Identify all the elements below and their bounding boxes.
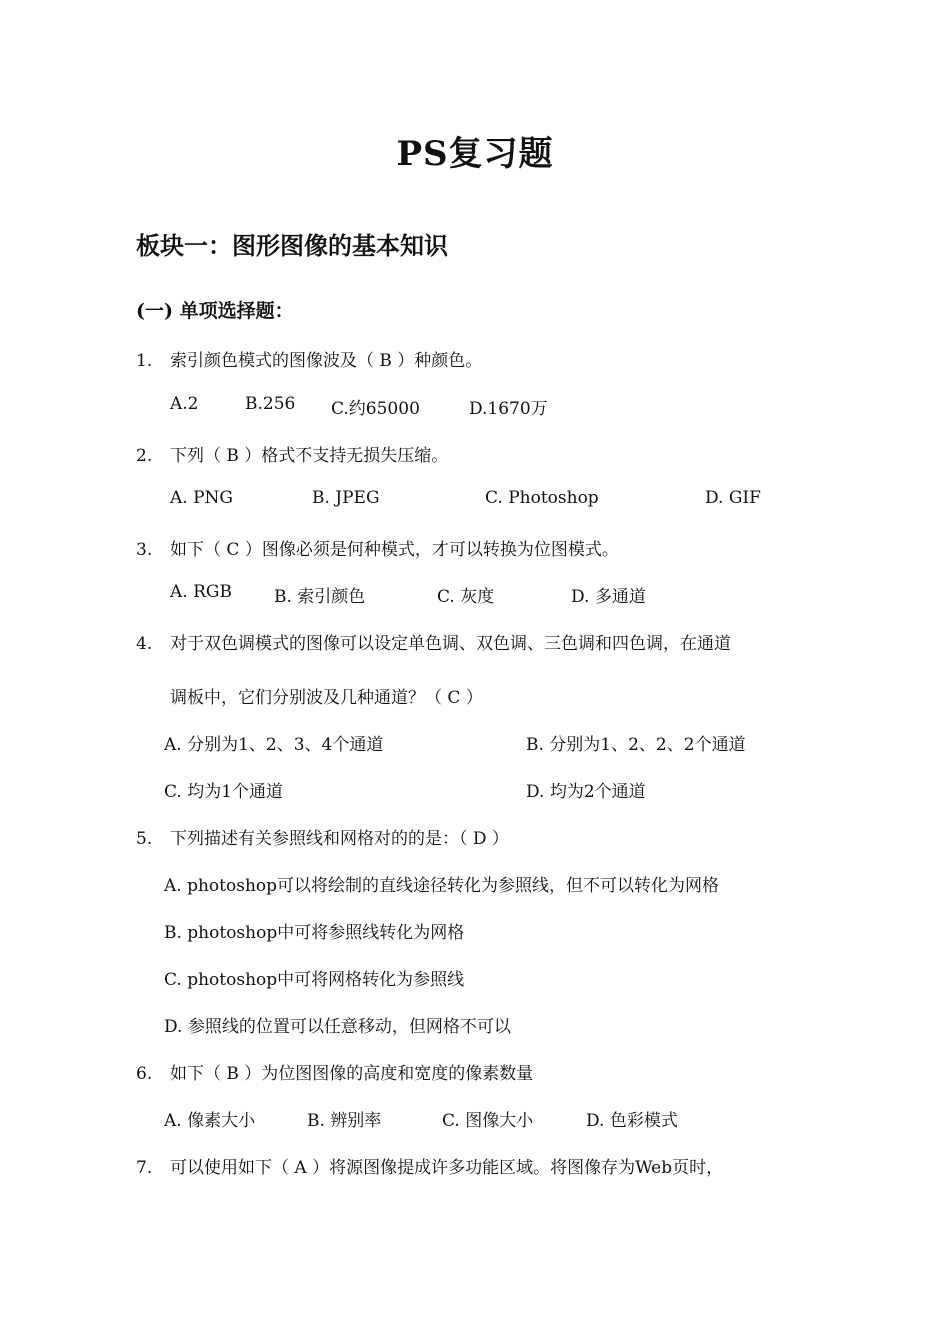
- section-heading: 板块一：图形图像的基本知识: [136, 231, 448, 260]
- question-number: 5.: [136, 829, 153, 849]
- question-text: 如下（ B ）为位图图像的高度和宽度的像素数量: [170, 1064, 534, 1084]
- question-5: [136, 824, 509, 849]
- option-a: A. 像素大小: [164, 1111, 256, 1131]
- option-c: C. 图像大小: [442, 1111, 534, 1131]
- question-text: 可以使用如下（ A ）将源图像提成许多功能区域。将图像存为Web页时，: [170, 1158, 724, 1178]
- document-title: PS复习题: [396, 134, 554, 174]
- option-d: D. 多通道: [571, 587, 646, 607]
- option-d: D. 均为2个通道: [526, 782, 646, 802]
- question-1: [136, 346, 482, 371]
- option-a: A. PNG: [170, 488, 233, 508]
- option-d: D.1670万: [469, 399, 548, 419]
- option-c: C. 均为1个通道: [164, 782, 284, 802]
- question-4: [136, 629, 731, 654]
- question-6: [136, 1059, 533, 1084]
- question-3: [136, 535, 619, 560]
- option-a: A. 分别为1、2、3、4个通道: [164, 735, 384, 755]
- subsection-heading: (一) 单项选择题：: [136, 300, 294, 322]
- question-2: [136, 441, 448, 466]
- question-7: [136, 1153, 723, 1178]
- option-c: C. photoshop中可将网格转化为参照线: [164, 970, 465, 990]
- question-text: 下列（ B ）格式不支持无损失压缩。: [170, 446, 449, 466]
- option-d: D. 参照线的位置可以任意移动，但网格不可以: [164, 1017, 511, 1037]
- option-d: D. 色彩模式: [586, 1111, 678, 1131]
- question-number: 3.: [136, 540, 153, 560]
- question-number: 1.: [136, 351, 153, 371]
- question-text: 下列描述有关参照线和网格对的的是：（ D ）: [170, 829, 509, 849]
- option-b: B. 索引颜色: [274, 587, 366, 607]
- question-text: 对于双色调模式的图像可以设定单色调、双色调、三色调和四色调，在通道: [170, 634, 731, 654]
- option-b: B.256: [245, 394, 296, 414]
- option-c: C. Photoshop: [485, 488, 599, 508]
- option-a: A. photoshop可以将绘制的直线途径转化为参照线，但不可以转化为网格: [164, 876, 720, 896]
- option-c: C.约65000: [331, 399, 420, 419]
- question-text: 索引颜色模式的图像波及（ B ）种颜色。: [170, 351, 483, 371]
- question-number: 6.: [136, 1064, 153, 1084]
- question-text: 如下（ C ）图像必须是何种模式，才可以转换为位图模式。: [170, 540, 619, 560]
- question-number: 7.: [136, 1158, 153, 1178]
- option-b: B. 分别为1、2、2、2个通道: [526, 735, 746, 755]
- option-b: B. photoshop中可将参照线转化为网格: [164, 923, 465, 943]
- option-c: C. 灰度: [437, 587, 495, 607]
- option-a: A. RGB: [170, 582, 232, 602]
- question-number: 2.: [136, 446, 153, 466]
- option-a: A.2: [170, 394, 199, 414]
- question-text-continued: 调板中，它们分别波及几种通道？（ C ）: [170, 688, 483, 708]
- option-d: D. GIF: [705, 488, 761, 508]
- option-b: B. 辨别率: [307, 1111, 382, 1131]
- question-number: 4.: [136, 634, 153, 654]
- option-b: B. JPEG: [312, 488, 380, 508]
